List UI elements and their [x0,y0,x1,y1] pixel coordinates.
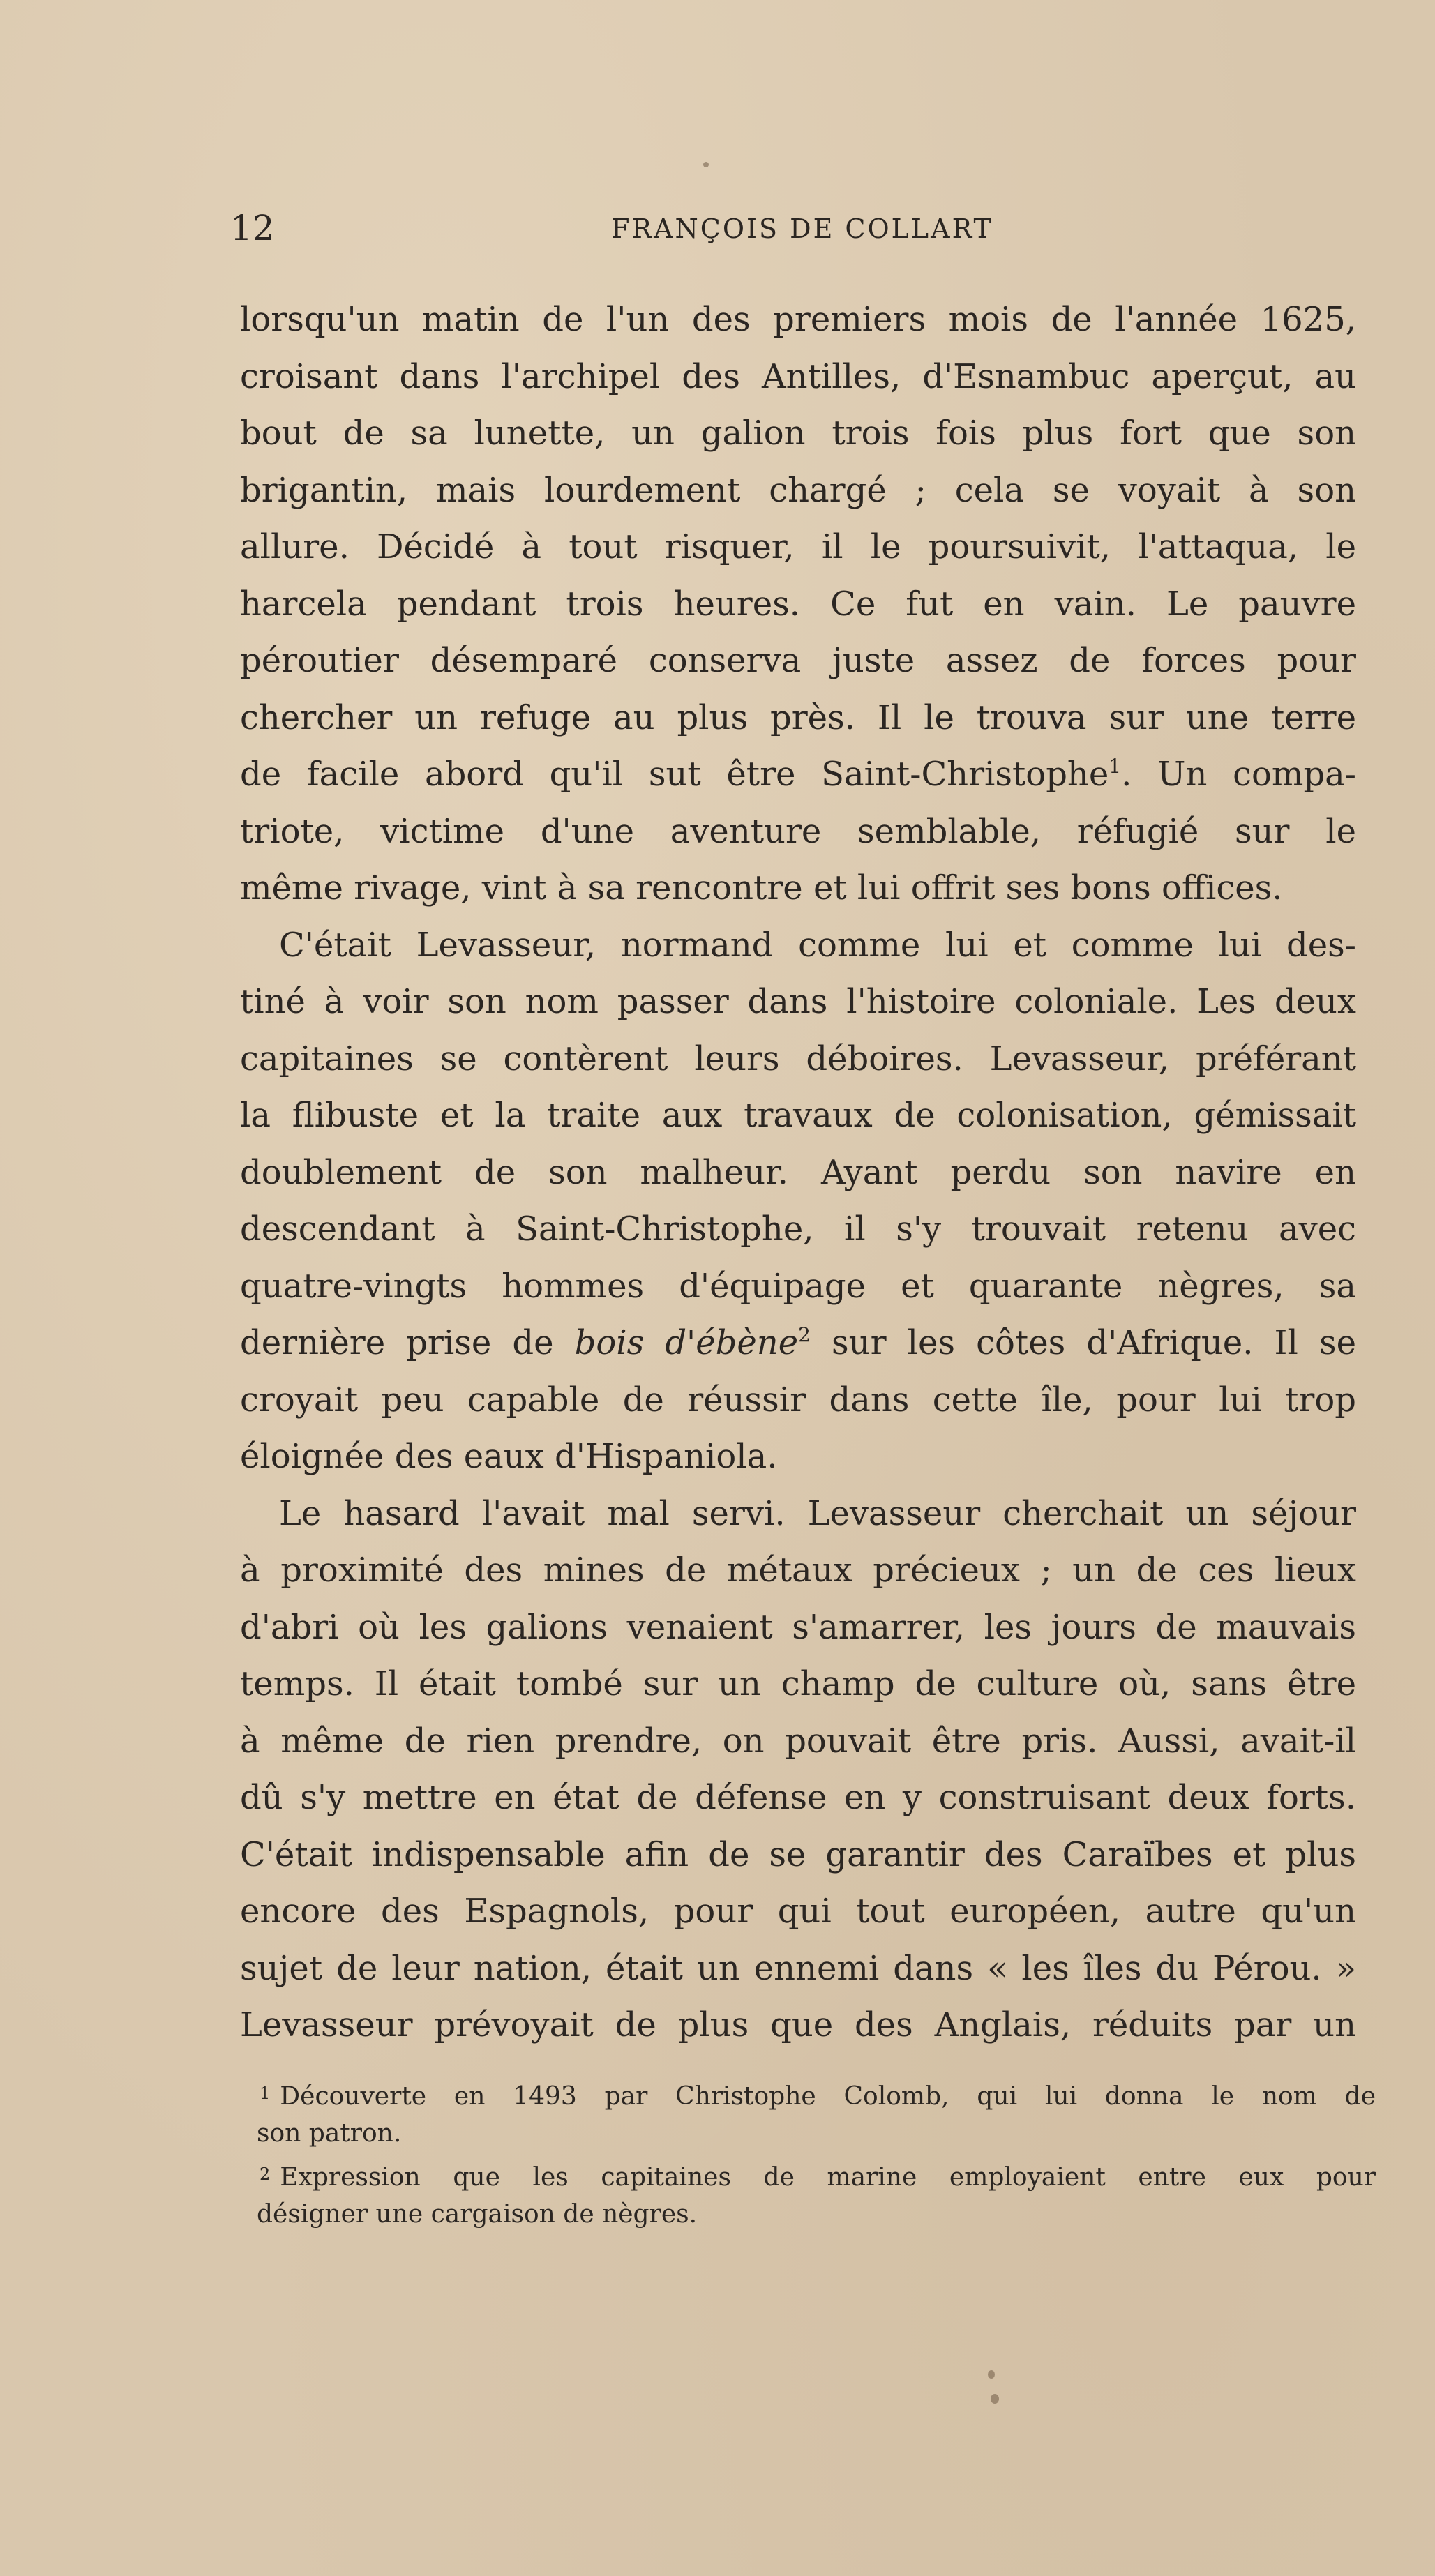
text-line: capitaines se contèrent leurs déboires. Levasseur, préférant [240,1039,1356,1078]
footnote-mark: 1 [260,2084,271,2103]
text-line: bout de sa lunette, un galion trois fois plus fort que son [240,414,1356,453]
text-line: croisant dans l'archipel des Antilles, d'Esnambuc aperçut, au [240,356,1356,396]
paper-speck [991,2394,999,2404]
text-line: croyait peu capable de réussir dans cette île, pour lui trop [240,1380,1356,1419]
text-line: C'était Levasseur, normand comme lui et comme lui des- [279,925,1356,965]
text-line: même rivage, vint à sa rencontre et lui offrit ses bons offices. [240,868,1283,907]
text-line: tiné à voir son nom passer dans l'histoire coloniale. Les deux [240,982,1356,1021]
paper-speck [703,162,709,167]
paper-speck [988,2370,995,2379]
footnote-ref-1[interactable]: 1 [1109,755,1122,778]
text-line: d'abri où les galions venaient s'amarrer, les jours de mauvais [240,1607,1356,1647]
text-line: encore des Espagnols, pour qui tout européen, autre qu'un [240,1892,1356,1931]
text-line: allure. Décidé à tout risquer, il le poursuivit, l'attaqua, le [240,527,1356,566]
text-line: Le hasard l'avait mal servi. Levasseur cherchait un séjour [279,1493,1356,1533]
footnotes [257,2073,1376,2235]
text-line: quatre-vingts hommes d'équipage et quarante nègres, sa [240,1266,1356,1306]
page-number: 12 [230,208,275,248]
footnote-1-continued: son patron. [257,2119,402,2148]
text-line: éloignée des eaux d'Hispaniola. [240,1437,778,1476]
text-line: triote, victime d'une aventure semblable, réfugié sur le [240,811,1356,851]
line-text: de facile abord qu'il sut être Saint-Christophe [240,755,1109,794]
text-line: temps. Il était tombé sur un champ de culture où, sans être [240,1664,1356,1703]
text-line: doublement de son malheur. Ayant perdu son navire en [240,1152,1356,1192]
footnote-text: Découverte en 1493 par Christophe Colomb, qui lui donna le nom de [280,2082,1376,2111]
footnote-2-continued: désigner une cargaison de nègres. [257,2200,698,2229]
text-line: Levasseur prévoyait de plus que des Anglais, réduits par un [240,2005,1356,2044]
italic-phrase: bois d'ébène [574,1323,799,1362]
text-line: dû s'y mettre en état de défense en y construisant deux forts. [240,1778,1356,1817]
footnote-text: Expression que les capitaines de marine employaient entre eux pour [280,2163,1376,2192]
text-line: sujet de leur nation, était un ennemi dans « les îles du Pérou. » [240,1948,1356,1988]
text-line: la flibuste et la traite aux travaux de colonisation, gémissait [240,1096,1356,1135]
footnote-mark: 2 [260,2164,271,2184]
text-line [240,746,1356,804]
running-head [230,204,1374,253]
footnote-1 [260,2073,1376,2114]
text-line: harcela pendant trois heures. Ce fut en vain. Le pauvre [240,584,1356,624]
line-text: . Un compa- [1121,755,1357,794]
footnote-2 [260,2154,1376,2194]
text-line: chercher un refuge au plus près. Il le trouva sur une terre [240,698,1356,737]
footnote-ref-2[interactable]: 2 [798,1323,811,1346]
running-title: FRANÇOIS DE COLLART [611,213,993,244]
line-text: dernière prise de [240,1323,554,1362]
text-line: lorsqu'un matin de l'un des premiers mois de l'année 1625, [240,300,1356,339]
text-line: péroutier désemparé conserva juste assez de forces pour [240,641,1356,680]
text-line: brigantin, mais lourdement chargé ; cela se voyait à son [240,470,1356,510]
text-line: à même de rien prendre, on pouvait être pris. Aussi, avait-il [240,1721,1356,1761]
text-line [240,1315,1356,1372]
body-text [240,292,1356,2054]
line-text: sur les côtes d'Afrique. Il se [810,1323,1356,1362]
text-line: descendant à Saint-Christophe, il s'y trouvait retenu avec [240,1210,1356,1249]
text-line: C'était indispensable afin de se garantir des Caraïbes et plus [240,1835,1356,1874]
text-line: à proximité des mines de métaux précieux ; un de ces lieux [240,1551,1356,1590]
